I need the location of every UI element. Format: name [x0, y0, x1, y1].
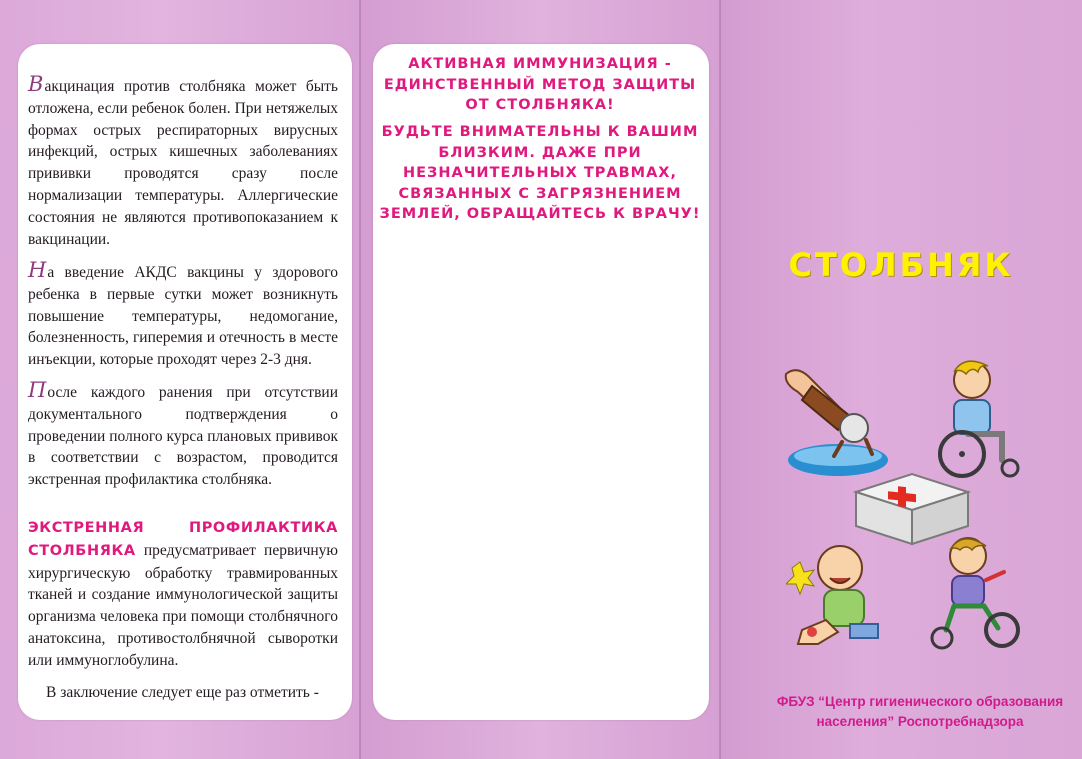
paragraph-text: осле каждого ранения при отсутствии документального подтверждения о проведении полного курса плановых прививок в соответствии с возрастом, проводится экстренная профилактика столбняка. — [28, 384, 338, 489]
notice-line: СВЯЗАННЫХ С ЗАГРЯЗНЕНИЕМ — [398, 185, 682, 202]
notice-active-immunization — [378, 54, 702, 116]
wheelchair-child-illustration — [928, 354, 1030, 480]
dropcap: П — [28, 378, 47, 402]
fold-line-right — [719, 0, 721, 759]
tricycle-child-illustration — [924, 530, 1024, 654]
paragraph-text: а введение АКДС вакцины у здорового ребенка в первые сутки может возникнуть повышение температуры, недомогание, болезненность, гиперемия и отечность в месте инъекции, которые проходят через 2-3 дня. — [28, 264, 338, 369]
notice-see-doctor — [378, 122, 702, 225]
paragraph-after-injury — [28, 380, 338, 491]
fold-line-left — [359, 0, 361, 759]
paragraph-text: акцинация против столбняка может быть отложена, если ребенок болен. При нетяжелых формах острых респираторных вирусных инфекций, острых кишечных заболеваниях прививки проводятся сразу после нормализации температуры. Аллергические состояния не являются противопоказанием к вакцинации. — [28, 78, 338, 248]
injured-child-illustration — [786, 528, 896, 652]
emergency-heading-word2: ПРОФИЛАКТИКА — [188, 520, 338, 536]
emergency-heading-row — [28, 518, 338, 540]
notice-line: НЕЗНАЧИТЕЛЬНЫХ ТРАВМАХ, — [403, 165, 677, 181]
paragraph-text: предусматривает первичную хирургическую обработку травмированных тканей и создание иммунологической защиты организма человека при помощи столбнячного анатоксина, противостолбнячной сыворотки или иммуноглобулина. — [28, 541, 338, 669]
notice-line: ОТ СТОЛБНЯКА! — [465, 97, 615, 113]
dropcap: В — [28, 72, 44, 96]
notice-line: ЗЕМЛЕЙ, ОБРАЩАЙТЕСЬ К ВРАЧУ! — [379, 206, 701, 222]
notice-line: БЛИЗКИМ. ДАЖЕ ПРИ — [438, 144, 642, 161]
paragraph-emergency-prophylaxis — [28, 518, 338, 672]
paragraph-conclusion — [28, 682, 338, 704]
notice-line: БУДЬТЕ ВНИМАТЕЛЬНЫ К ВАШИМ — [381, 124, 699, 140]
paragraph-text: В заключение следует еще раз отметить - — [46, 684, 319, 701]
notice-line: АКТИВНАЯ ИММУНИЗАЦИЯ - — [408, 56, 672, 72]
diving-child-illustration — [772, 356, 902, 484]
cover-title: СТОЛБНЯК — [788, 246, 1014, 284]
notice-line: ЕДИНСТВЕННЫЙ МЕТОД ЗАЩИТЫ — [383, 76, 697, 93]
dropcap: Н — [28, 258, 47, 282]
publisher-footer — [760, 692, 1080, 732]
paragraph-vaccination-delay — [28, 74, 338, 250]
footer-line: ФБУЗ “Центр гигиенического образования — [776, 694, 1064, 709]
paragraph-adsp-reaction — [28, 260, 338, 371]
emergency-heading-word3: СТОЛБНЯКА — [28, 542, 136, 559]
footer-line: населения” Роспотребнадзора — [816, 714, 1024, 729]
emergency-heading-word1: ЭКСТРЕННАЯ — [28, 520, 145, 536]
